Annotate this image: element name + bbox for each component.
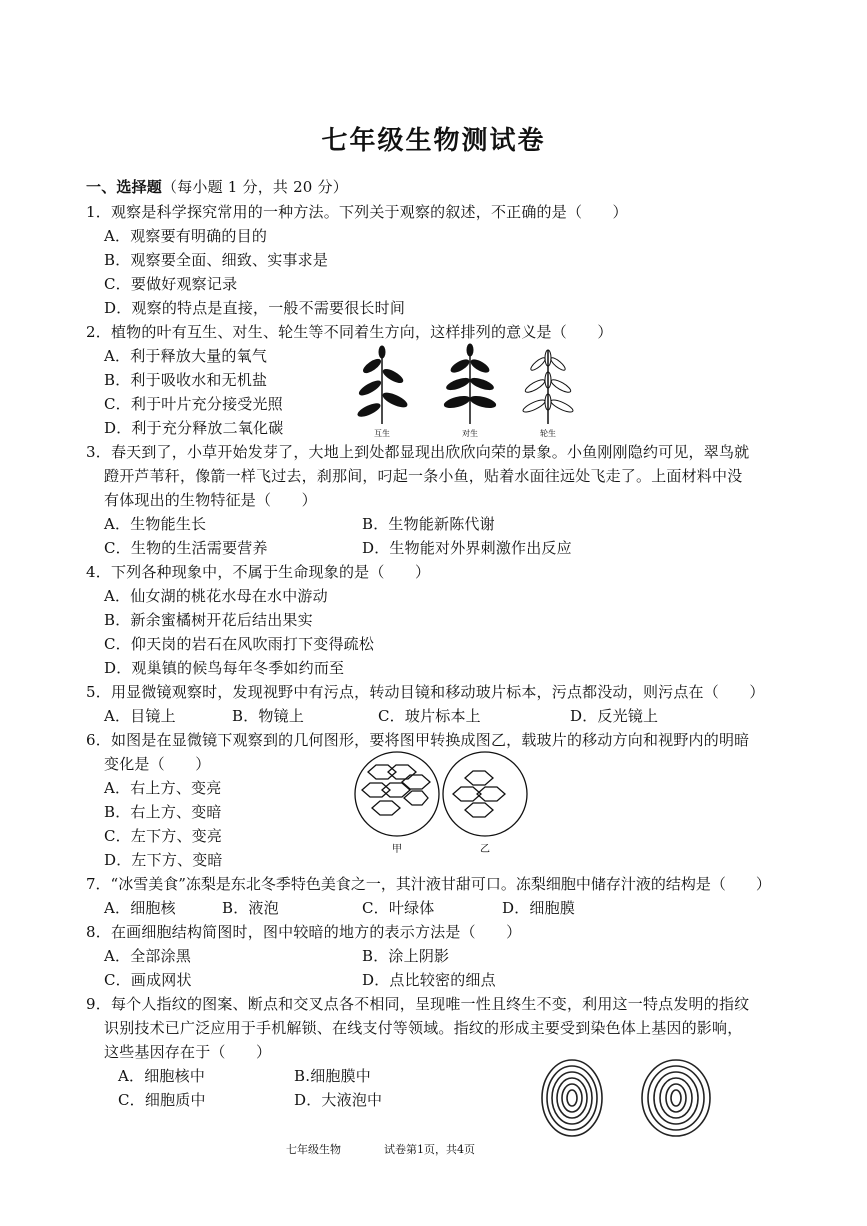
question-3-option-b: B．生物能新陈代谢	[362, 515, 495, 533]
question-1-option-a: A．观察要有明确的目的	[104, 227, 268, 245]
question-4-option-d: D．观巢镇的候鸟每年冬季如约而至	[104, 659, 345, 677]
question-1-option-d: D．观察的特点是直接，一般不需要很长时间	[104, 299, 406, 317]
question-9-stem-line-2: 识别技术已广泛应用于手机解锁、在线支付等领域。指纹的形成主要受到染色体上基因的影响，	[104, 1019, 743, 1037]
section-heading	[86, 177, 348, 197]
question-5-option-a: A．目镜上	[104, 707, 176, 725]
figure-label-yi: 乙	[480, 844, 490, 855]
question-2-option-a: A．利于释放大量的氧气	[104, 347, 268, 365]
whorled-leaf-plant	[522, 350, 575, 424]
question-9-stem-line-1: 9．每个人指纹的图案、断点和交叉点各不相同，呈现唯一性且终生不变，利用这一特点发明的指纹	[86, 995, 750, 1013]
question-3-option-a: A．生物能生长	[104, 515, 207, 533]
question-6-option-c: C．左下方、变亮	[104, 827, 223, 845]
fingerprint-figure	[540, 1058, 720, 1140]
question-3-stem-line-1: 3．春天到了，小草开始发芽了，大地上到处都显现出欣欣向荣的景象。小鱼刚刚隐约可见，翠鸟就	[86, 443, 750, 461]
question-5-option-c: C．玻片标本上	[378, 707, 481, 725]
question-2-option-b: B．利于吸收水和无机盐	[104, 371, 268, 389]
question-6-stem-line-2: 变化是（ ）	[104, 755, 211, 773]
question-6-option-b: B．右上方、变暗	[104, 803, 222, 821]
question-3-option-d: D．生物能对外界刺激作出反应	[362, 539, 572, 557]
figure-label-whorled: 轮生	[540, 429, 556, 438]
footer-subject: 七年级生物	[286, 1143, 341, 1156]
question-8-option-c: C．画成网状	[104, 971, 192, 989]
question-9-option-a: A．细胞核中	[118, 1067, 206, 1085]
question-3-stem-line-2: 蹬开芦苇秆，像箭一样飞过去，刹那间，叼起一条小鱼，贴着水面往远处飞走了。上面材料中没	[104, 467, 743, 485]
fingerprint-left-icon	[542, 1060, 602, 1136]
question-1-option-c: C．要做好观察记录	[104, 275, 238, 293]
question-7-stem: 7．“冰雪美食”冻梨是东北冬季特色美食之一，其汁液甘甜可口。冻梨细胞中储存汁液的结构是（ ）	[86, 875, 771, 893]
question-2-stem: 2．植物的叶有互生、对生、轮生等不同着生方向，这样排列的意义是（ ）	[86, 323, 613, 341]
question-4-option-b: B．新余蜜橘树开花后结出果实	[104, 611, 313, 629]
question-7-option-a: A．细胞核	[104, 899, 176, 917]
figure-label-opposite: 对生	[462, 429, 478, 438]
leaf-arrangement-figure	[352, 344, 582, 438]
question-2-option-d: D．利于充分释放二氧化碳	[104, 419, 284, 437]
footer-page-number: 试卷第1页，共4页	[384, 1143, 475, 1156]
question-3-option-c: C．生物的生活需要营养	[104, 539, 268, 557]
question-8-option-d: D．点比较密的细点	[362, 971, 496, 989]
question-6-stem-line-1: 6．如图是在显微镜下观察到的几何图形，要将图甲转换成图乙，载玻片的移动方向和视野内的明暗	[86, 731, 750, 749]
alternate-leaf-plant	[356, 346, 408, 424]
question-1-option-b: B．观察要全面、细致、实事求是	[104, 251, 329, 269]
question-9-option-b: B.细胞膜中	[294, 1067, 371, 1085]
figure-label-alternate: 互生	[374, 429, 390, 438]
page-title: 七年级生物测试卷	[321, 126, 546, 156]
question-6-option-a: A．右上方、变亮	[104, 779, 222, 797]
question-9-option-c: C．细胞质中	[118, 1091, 206, 1109]
question-3-stem-line-3: 有体现出的生物特征是（ ）	[104, 491, 317, 509]
question-6-option-d: D．左下方、变暗	[104, 851, 223, 869]
question-1-stem: 1．观察是科学探究常用的一种方法。下列关于观察的叙述，不正确的是（ ）	[86, 203, 628, 221]
question-9-option-d: D．大液泡中	[294, 1091, 383, 1109]
field-yi	[443, 752, 527, 836]
section-title: 一、选择题	[86, 178, 163, 196]
question-7-option-c: C．叶绿体	[362, 899, 435, 917]
question-7-option-b: B．液泡	[222, 899, 279, 917]
question-5-option-b: B．物镜上	[232, 707, 305, 725]
question-5-option-d: D．反光镜上	[570, 707, 659, 725]
question-9-stem-line-3: 这些基因存在于（ ）	[104, 1043, 272, 1061]
question-4-stem: 4．下列各种现象中，不属于生命现象的是（ ）	[86, 563, 431, 581]
question-5-stem: 5．用显微镜观察时，发现视野中有污点，转动目镜和移动玻片标本，污点都没动，则污点在（ ）	[86, 683, 765, 701]
fingerprint-right-icon	[642, 1060, 710, 1136]
question-4-option-c: C．仰天岗的岩石在风吹雨打下变得疏松	[104, 635, 375, 653]
question-2-option-c: C．利于叶片充分接受光照	[104, 395, 283, 413]
question-8-stem: 8．在画细胞结构简图时，图中较暗的地方的表示方法是（ ）	[86, 923, 522, 941]
question-4-option-a: A．仙女湖的桃花水母在水中游动	[104, 587, 328, 605]
opposite-leaf-plant	[443, 344, 496, 424]
field-jia	[355, 752, 439, 836]
question-7-option-d: D．细胞膜	[502, 899, 576, 917]
section-note: （每小题 1 分，共 20 分）	[162, 178, 348, 196]
microscope-field-figure	[352, 752, 532, 856]
figure-label-jia: 甲	[392, 844, 402, 855]
question-8-option-b: B．涂上阴影	[362, 947, 450, 965]
question-8-option-a: A．全部涂黑	[104, 947, 192, 965]
